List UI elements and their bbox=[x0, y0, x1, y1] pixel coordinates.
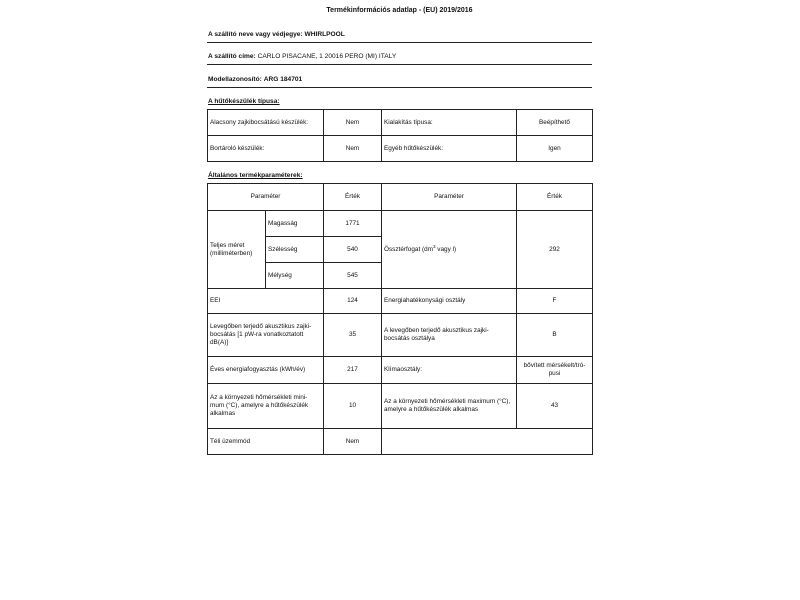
ambient-min-label: Az a környezeti hőmérsékleti mini- mum (°C), amelyre a hűtőkészülék alkalmas bbox=[208, 384, 324, 429]
model-label: Modellazonosító: bbox=[208, 76, 262, 83]
width-value: 540 bbox=[324, 237, 382, 263]
appliance-type-heading-row bbox=[207, 88, 592, 110]
annual-energy-label: Éves energiafogyasztás (kWh/év) bbox=[208, 357, 324, 384]
low-noise-label: Alacsony zajkibocsátású készülék: bbox=[208, 110, 324, 136]
width-label: Szélesség bbox=[266, 237, 324, 263]
energy-class-label: Energiahatékonysági osztály bbox=[382, 289, 517, 314]
general-heading-row bbox=[207, 162, 592, 183]
appliance-type-heading: A hűtőkészülék típusa: bbox=[208, 98, 280, 105]
model-value: ARG 184701 bbox=[263, 76, 303, 83]
noise-emission-label: Levegőben terjedő akusztikus zajki- bocsátás [1 pW-ra vonatkoztatott dB(A)] bbox=[208, 314, 324, 357]
general-parameters-heading: Általános termékparaméterek: bbox=[208, 172, 303, 179]
climate-class-value: bővített mérsékelt/tró- pusi bbox=[517, 357, 593, 384]
total-volume-label-start: Össztérfogat (dm bbox=[384, 246, 434, 254]
table-row bbox=[208, 314, 593, 357]
table-row bbox=[208, 384, 593, 429]
supplier-address-row bbox=[207, 43, 592, 65]
design-type-value: Beépíthető bbox=[517, 110, 593, 136]
total-volume-label-sup: 3 bbox=[433, 244, 436, 250]
table-row bbox=[208, 357, 593, 384]
model-row bbox=[207, 65, 592, 88]
depth-value: 545 bbox=[324, 263, 382, 289]
wine-storage-value: Nem bbox=[324, 136, 382, 162]
wine-storage-label: Bortároló készülék: bbox=[208, 136, 324, 162]
header-value: Érték bbox=[324, 184, 382, 211]
ambient-max-value: 43 bbox=[517, 384, 593, 429]
energy-class-value: F bbox=[517, 289, 593, 314]
supplier-name-row bbox=[207, 22, 592, 43]
supplier-address-value: CARLO PISACANE, 1 20016 PERO (MI) ITALY bbox=[257, 53, 397, 60]
header-parameter: Paraméter bbox=[208, 184, 324, 211]
type-row bbox=[208, 136, 593, 162]
winter-mode-value: Nem bbox=[324, 429, 382, 455]
height-label: Magasság bbox=[266, 211, 324, 237]
supplier-name-value: WHIRLPOOL bbox=[304, 31, 345, 38]
noise-emission-value: 35 bbox=[324, 314, 382, 357]
appliance-type-table bbox=[207, 109, 593, 162]
total-volume-label-end: vagy l) bbox=[435, 246, 457, 254]
overall-dimensions-label: Teljes méret (milliméterben) bbox=[208, 211, 266, 289]
other-appliance-label: Egyéb hűtőkészülék: bbox=[382, 136, 517, 162]
header-parameter-2: Paraméter bbox=[382, 184, 517, 211]
height-value: 1771 bbox=[324, 211, 382, 237]
header-value-2: Érték bbox=[517, 184, 593, 211]
noise-class-label: A levegőben terjedő akusztikus zajki- bocsátás osztálya bbox=[382, 314, 517, 357]
low-noise-value: Nem bbox=[324, 110, 382, 136]
table-header-row bbox=[208, 184, 593, 211]
empty-cell bbox=[382, 429, 593, 455]
general-parameters-table bbox=[207, 183, 593, 455]
eei-value: 124 bbox=[324, 289, 382, 314]
table-row bbox=[208, 429, 593, 455]
depth-label: Mélység bbox=[266, 263, 324, 289]
table-row bbox=[208, 211, 593, 237]
ambient-min-value: 10 bbox=[324, 384, 382, 429]
supplier-name-label: A szállító neve vagy védjegye: bbox=[208, 31, 303, 38]
annual-energy-value: 217 bbox=[324, 357, 382, 384]
type-row bbox=[208, 110, 593, 136]
other-appliance-value: Igen bbox=[517, 136, 593, 162]
winter-mode-label: Téli üzemmód bbox=[208, 429, 324, 455]
total-volume-value: 292 bbox=[517, 211, 593, 289]
table-row bbox=[208, 289, 593, 314]
noise-class-value: B bbox=[517, 314, 593, 357]
supplier-address-label: A szállító címe: bbox=[208, 53, 256, 60]
eei-label: EEI bbox=[208, 289, 324, 314]
total-volume-label bbox=[382, 211, 517, 289]
ambient-max-label: Az a környezeti hőmérsékleti maximum (°C), amelyre a hűtőkészülék alkalmas bbox=[382, 384, 517, 429]
design-type-label: Kialakítás típusa: bbox=[382, 110, 517, 136]
climate-class-label: Klímaosztály: bbox=[382, 357, 517, 384]
document-title: Termékinformációs adatlap - (EU) 2019/2016 bbox=[326, 7, 473, 14]
